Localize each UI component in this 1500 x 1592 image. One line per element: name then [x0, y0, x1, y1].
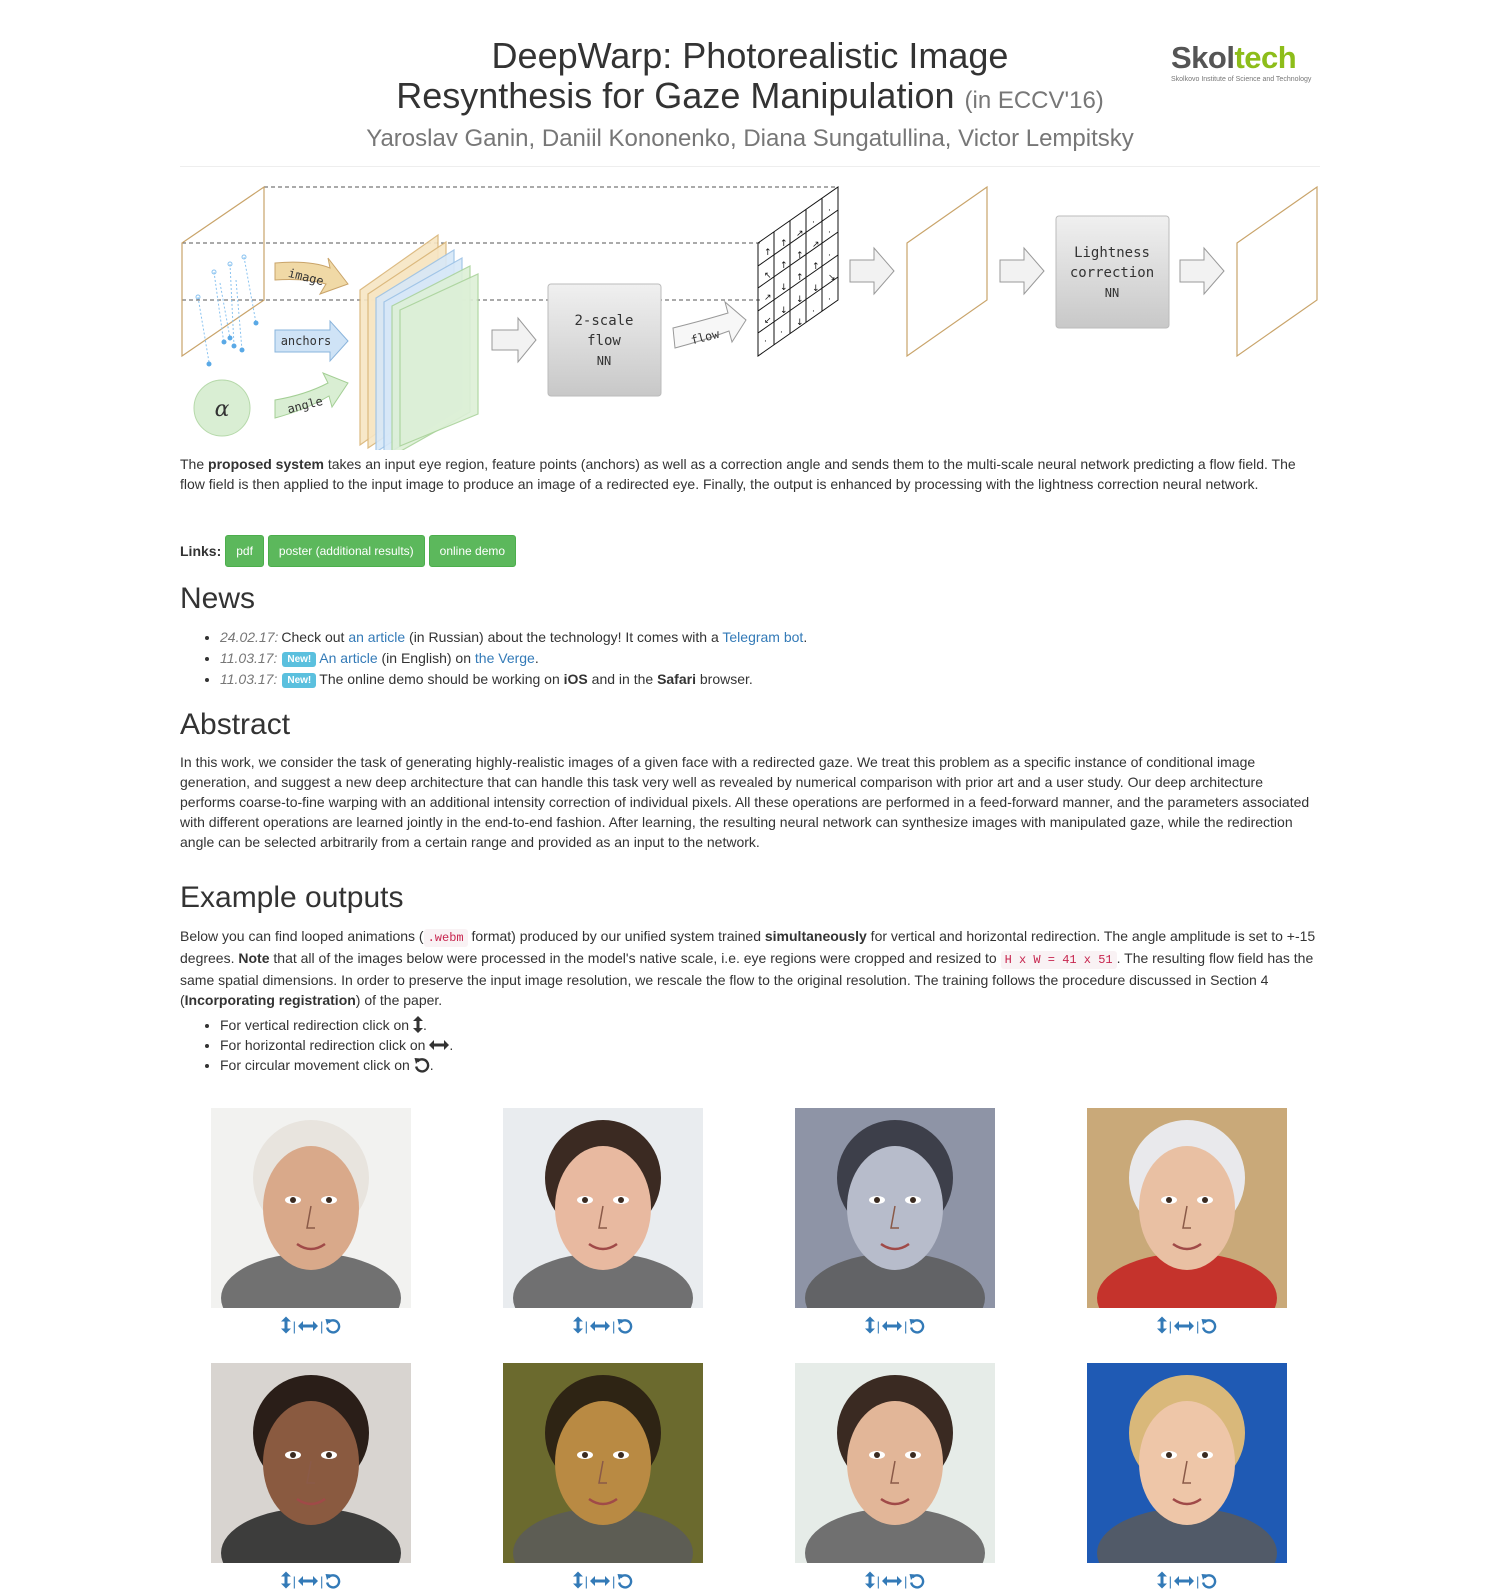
- skoltech-logo: [1171, 40, 1316, 84]
- horizontal-redirect-icon[interactable]: [882, 1321, 902, 1331]
- vertical-redirect-icon[interactable]: [1157, 1571, 1167, 1589]
- news-date: 24.02.17:: [220, 629, 279, 645]
- news-item: [220, 669, 807, 690]
- verge-link[interactable]: the Verge: [474, 650, 535, 666]
- animation-controls: [503, 1316, 703, 1336]
- title-line-2: Resynthesis for Gaze Manipulation: [396, 75, 955, 116]
- svg-text:↓: ↓: [780, 306, 788, 316]
- separator: |: [320, 1574, 324, 1589]
- instruction-end: .: [429, 1057, 434, 1073]
- svg-text:·: ·: [764, 337, 767, 347]
- venue-label: (in ECCV'16): [964, 87, 1104, 114]
- abstract-text: In this work, we consider the task of generating highly-realistic images of a given face with a redirected gaze. We treat this problem as a specific instance of conditional image generation, and suggest a new deep architecture that can handle this task very well as revealed by numerical comparison with prior art and a user study. Our deep architecture performs coarse-to-fine warping with an additional intensity correction of individual pixels. All these operations are performed in a feed-forward manner, and the parameters associated with different operations are learned jointly in the end-to-end fashion. After learning, the resulting neural network can synthesize images with manipulated gaze, while the redirection angle can be selected arbitrarily from a certain range and provided as an input to the network.: [180, 754, 1310, 850]
- example-photo-7: [795, 1363, 995, 1563]
- separator: |: [876, 1574, 880, 1589]
- svg-text:↑: ↑: [764, 248, 772, 258]
- svg-text:·: ·: [780, 328, 783, 338]
- page-header: [180, 0, 1320, 167]
- warped-image-frame: [907, 187, 987, 356]
- svg-text:↓: ↓: [780, 283, 788, 293]
- news-heading: News: [180, 582, 256, 615]
- example-photo-2: [503, 1108, 703, 1308]
- circular-movement-icon[interactable]: [909, 1573, 925, 1589]
- page: [180, 0, 1320, 1073]
- anchor-point: [254, 321, 259, 326]
- instruction-text: For horizontal redirection click on: [220, 1037, 430, 1053]
- pdf-button[interactable]: pdf: [225, 535, 264, 567]
- svg-text:NN: NN: [1104, 286, 1120, 300]
- anchor-point: [207, 362, 212, 367]
- svg-text:↓: ↓: [796, 318, 804, 328]
- arrow-to-warped: [850, 248, 894, 294]
- news-text: The online demo should be working on: [319, 671, 564, 687]
- logo-word-part1: Skol: [1171, 40, 1235, 75]
- vertical-redirect-icon[interactable]: [865, 1571, 875, 1589]
- animation-controls: [503, 1571, 703, 1591]
- animation-controls: [795, 1571, 995, 1591]
- svg-text:·: ·: [828, 228, 831, 238]
- examples-bold: Incorporating registration: [184, 992, 356, 1008]
- example-cell: [503, 1108, 703, 1334]
- telegram-bot-link[interactable]: Telegram bot: [722, 629, 804, 645]
- figure-caption: [180, 454, 1320, 494]
- example-cell: [795, 1363, 995, 1589]
- vertical-arrows-icon: [413, 1016, 423, 1033]
- separator: |: [1196, 1319, 1200, 1334]
- vertical-redirect-icon[interactable]: [281, 1571, 291, 1589]
- news-list: [220, 627, 807, 690]
- svg-text:↑: ↑: [812, 262, 820, 272]
- caption-bold: proposed system: [208, 456, 324, 472]
- animation-controls: [795, 1316, 995, 1336]
- separator: |: [584, 1319, 588, 1334]
- instruction-text: For circular movement click on: [220, 1057, 414, 1073]
- separator: |: [876, 1319, 880, 1334]
- svg-text:·: ·: [828, 295, 831, 305]
- architecture-figure: [180, 180, 1320, 450]
- horizontal-redirect-icon[interactable]: [298, 1321, 318, 1331]
- separator: |: [1168, 1319, 1172, 1334]
- svg-text:NN: NN: [596, 354, 612, 368]
- vertical-redirect-icon[interactable]: [1157, 1316, 1167, 1334]
- separator: |: [1196, 1574, 1200, 1589]
- title-line-1: DeepWarp: Photorealistic Image: [491, 35, 1009, 76]
- animation-controls: [211, 1316, 411, 1336]
- english-article-link[interactable]: An article: [319, 650, 378, 666]
- caption-post: takes an input eye region, feature points (anchors) as well as a correction angle and sends them to the multi-scale neural network predicting a flow field. The flow field is then applied to the input image to produce an image of a redirected eye. Finally, the output is enhanced by processing with the lightness correction neural network.: [180, 456, 1296, 492]
- instruction-item: [220, 1035, 453, 1055]
- examples-text: ) of the paper.: [355, 992, 443, 1008]
- svg-text:↑: ↑: [796, 251, 804, 261]
- input-eye-frame: [182, 187, 264, 356]
- webm-code: .webm: [424, 929, 468, 947]
- examples-description: [180, 926, 1320, 1010]
- instructions-list: [220, 1015, 453, 1075]
- circular-movement-icon[interactable]: [325, 1573, 341, 1589]
- anchor-point: [228, 336, 233, 341]
- examples-text: format) produced by our unified system trained: [467, 928, 765, 944]
- circular-movement-icon[interactable]: [325, 1318, 341, 1334]
- svg-text:flow: flow: [587, 333, 621, 349]
- examples-bold: Note: [238, 950, 270, 966]
- separator: |: [292, 1574, 296, 1589]
- svg-text:·: ·: [812, 307, 815, 317]
- horizontal-redirect-icon[interactable]: [882, 1576, 902, 1586]
- svg-text:angle: angle: [285, 393, 325, 417]
- instruction-item: [220, 1015, 453, 1035]
- svg-text:↑: ↑: [780, 261, 788, 271]
- separator: |: [904, 1319, 908, 1334]
- vertical-redirect-icon[interactable]: [281, 1316, 291, 1334]
- svg-text:↗: ↗: [796, 229, 804, 239]
- svg-text:Lightness: Lightness: [1074, 245, 1150, 261]
- instruction-item: [220, 1055, 453, 1075]
- news-item: [220, 627, 807, 648]
- instruction-text: For vertical redirection click on: [220, 1017, 413, 1033]
- examples-bold: simultaneously: [764, 928, 867, 944]
- arrow-to-lightness: [1000, 248, 1044, 294]
- instruction-end: .: [449, 1037, 454, 1053]
- circular-movement-icon[interactable]: [1201, 1318, 1217, 1334]
- example-photo-5: [211, 1363, 411, 1563]
- anchor-point: [232, 344, 237, 349]
- arrow-to-output: [1180, 248, 1224, 294]
- svg-text:↓: ↓: [812, 284, 820, 294]
- circular-movement-icon[interactable]: [617, 1318, 633, 1334]
- svg-text:↓: ↓: [796, 295, 804, 305]
- animation-controls: [1087, 1316, 1287, 1336]
- examples-heading: Example outputs: [180, 881, 404, 914]
- horizontal-redirect-icon[interactable]: [590, 1321, 610, 1331]
- news-text: Check out: [281, 629, 349, 645]
- news-item: [220, 648, 807, 669]
- svg-text:↖: ↖: [764, 271, 772, 281]
- news-date: 11.03.17:: [220, 650, 278, 666]
- news-date: 11.03.17:: [220, 671, 278, 687]
- separator: |: [612, 1574, 616, 1589]
- horizontal-redirect-icon[interactable]: [1174, 1576, 1194, 1586]
- animation-controls: [211, 1571, 411, 1591]
- news-text: (in Russian) about the technology! It comes with a: [405, 629, 723, 645]
- caption-pre: The: [180, 456, 209, 472]
- news-text: .: [803, 629, 808, 645]
- vertical-redirect-icon[interactable]: [573, 1316, 583, 1334]
- example-cell: [211, 1108, 411, 1334]
- svg-text:↘: ↘: [828, 273, 836, 283]
- example-cell: [795, 1108, 995, 1334]
- links-label: Links:: [180, 543, 222, 559]
- svg-text:correction: correction: [1069, 265, 1155, 281]
- horizontal-redirect-icon[interactable]: [590, 1576, 610, 1586]
- examples-text: . The resulting flow field has the same spatial dimensions. In order to preserve the input image resolution, we rescale the flow to the original resolution. The training follows the procedure discussed in Section 4 (: [180, 950, 1314, 1008]
- circular-movement-icon[interactable]: [909, 1318, 925, 1334]
- news-text: .: [534, 650, 539, 666]
- anchor-point: [240, 348, 245, 353]
- input-stack: [360, 235, 478, 450]
- vertical-redirect-icon[interactable]: [865, 1316, 875, 1334]
- separator: |: [584, 1574, 588, 1589]
- circular-arrow-icon: [414, 1057, 430, 1073]
- separator: |: [320, 1319, 324, 1334]
- separator: |: [904, 1574, 908, 1589]
- animation-controls: [1087, 1571, 1287, 1591]
- online-demo-button[interactable]: online demo: [429, 535, 516, 567]
- alpha-label: α: [214, 397, 230, 422]
- logo-word-part2: tech: [1234, 40, 1297, 75]
- article-link[interactable]: an article: [348, 629, 406, 645]
- example-photo-3: [795, 1108, 995, 1308]
- svg-text:flow: flow: [689, 326, 721, 348]
- separator: |: [292, 1319, 296, 1334]
- separator: |: [1168, 1574, 1172, 1589]
- horizontal-redirect-icon[interactable]: [298, 1576, 318, 1586]
- poster-button[interactable]: poster (additional results): [268, 535, 425, 567]
- svg-text:·: ·: [828, 251, 831, 261]
- svg-text:↗: ↗: [764, 293, 772, 303]
- svg-text:·: ·: [812, 218, 815, 228]
- circular-movement-icon[interactable]: [617, 1573, 633, 1589]
- arrow-to-flow-nn: [492, 318, 536, 362]
- logo-subtitle: Skolkovo Institute of Science and Technology: [1171, 76, 1312, 83]
- abstract-heading: Abstract: [180, 708, 291, 741]
- news-bold: iOS: [563, 671, 588, 687]
- news-text: (in English) on: [377, 650, 475, 666]
- example-photo-4: [1087, 1108, 1287, 1308]
- examples-text: Below you can find looped animations (: [180, 928, 424, 944]
- news-text: browser.: [695, 671, 753, 687]
- instruction-end: .: [422, 1017, 427, 1033]
- separator: |: [612, 1319, 616, 1334]
- examples-text: for vertical and horizontal redirection. The angle amplitude is set to +-15 degrees.: [180, 928, 1316, 966]
- svg-text:↙: ↙: [764, 316, 772, 326]
- anchor-point: [222, 340, 227, 345]
- svg-text:2-scale: 2-scale: [574, 313, 634, 329]
- new-badge: New!: [282, 652, 316, 667]
- example-photo-1: [211, 1108, 411, 1308]
- examples-text: that all of the images below were processed in the model's native scale, i.e. eye regions were cropped and resized to: [269, 950, 1001, 966]
- horizontal-redirect-icon[interactable]: [1174, 1321, 1194, 1331]
- svg-text:image: image: [286, 265, 326, 289]
- horizontal-arrows-icon: [429, 1040, 449, 1050]
- news-text: and in the: [587, 671, 658, 687]
- example-photo-6: [503, 1363, 703, 1563]
- svg-text:anchors: anchors: [280, 334, 332, 348]
- svg-text:↑: ↑: [780, 239, 788, 249]
- page-title: [180, 36, 1320, 121]
- authors: Yaroslav Ganin, Daniil Kononenko, Diana Sungatullina, Victor Lempitsky: [366, 125, 1134, 152]
- example-photo-8: [1087, 1363, 1287, 1563]
- circular-movement-icon[interactable]: [1201, 1573, 1217, 1589]
- size-code: H x W = 41 x 51: [1001, 951, 1117, 969]
- example-cell: [211, 1363, 411, 1589]
- links-bar: [180, 535, 520, 567]
- svg-text:·: ·: [828, 206, 831, 216]
- news-bold: Safari: [657, 671, 696, 687]
- example-cell: [1087, 1108, 1287, 1334]
- example-cell: [1087, 1363, 1287, 1589]
- new-badge: New!: [282, 673, 316, 688]
- example-cell: [503, 1363, 703, 1589]
- output-image-frame: [1237, 187, 1317, 356]
- vertical-redirect-icon[interactable]: [573, 1571, 583, 1589]
- svg-text:↑: ↑: [796, 273, 804, 283]
- svg-text:↗: ↗: [812, 240, 820, 250]
